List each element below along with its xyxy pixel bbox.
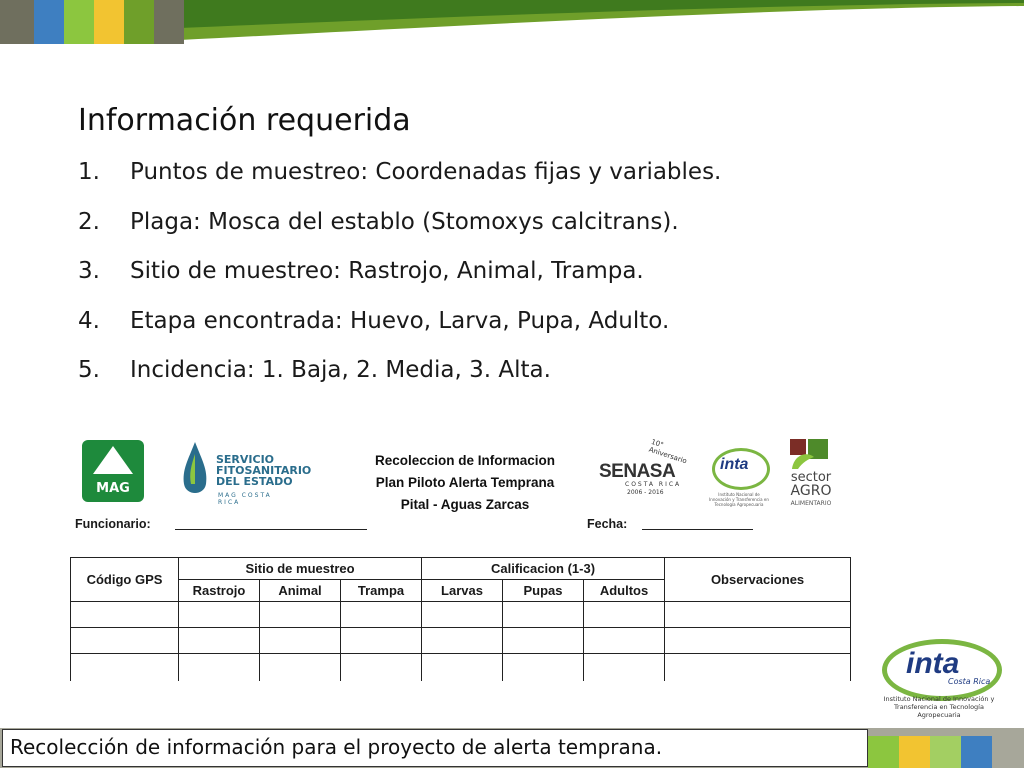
col-trampa: Trampa xyxy=(341,580,422,602)
mag-mountain-icon xyxy=(93,446,133,474)
table-cell xyxy=(503,628,584,654)
leaf-icon xyxy=(784,437,834,471)
table-cell xyxy=(260,628,341,654)
group-calificacion: Calificacion (1-3) xyxy=(422,558,665,580)
form-title: Recoleccion de Informacion Plan Piloto Alerta Temprana Pital - Aguas Zarcas xyxy=(374,453,556,512)
table-row xyxy=(71,628,851,654)
inta-logo-small: inta Instituto Nacional de Innovación y Transferencia en Tecnología Agropecuaria xyxy=(708,438,770,508)
table-cell xyxy=(584,654,665,682)
table-cell xyxy=(422,654,503,682)
table-cell xyxy=(71,628,179,654)
list-item: 1. Puntos de muestreo: Coordenadas fijas y variables. xyxy=(78,159,722,185)
mag-logo: MAG xyxy=(82,440,144,502)
footer-caption: Recolección de información para el proyecto de alerta temprana. xyxy=(10,735,663,759)
col-rastrojo: Rastrojo xyxy=(179,580,260,602)
sector-agro-logo: sector AGRO ALIMENTARIO xyxy=(782,437,840,511)
list-item: 4. Etapa encontrada: Huevo, Larva, Pupa, Adulto. xyxy=(78,307,670,334)
list-item: 2. Plaga: Mosca del establo (Stomoxys calcitrans). xyxy=(78,208,679,235)
table-cell xyxy=(260,654,341,682)
plant-drop-icon xyxy=(180,440,210,500)
funcionario-blank-line xyxy=(175,529,367,530)
slide-title: Información requerida xyxy=(78,103,411,138)
table-cell xyxy=(584,628,665,654)
table-cell xyxy=(341,602,422,628)
table-row xyxy=(71,654,851,682)
table-cell xyxy=(503,602,584,628)
list-item: 3. Sitio de muestreo: Rastrojo, Animal, Trampa. xyxy=(78,258,644,284)
fecha-blank-line xyxy=(642,529,753,530)
table-cell xyxy=(665,628,851,654)
sampling-form-table xyxy=(70,557,851,681)
table-cell xyxy=(422,628,503,654)
table-cell xyxy=(179,654,260,682)
inta-logo-large: inta Costa Rica Instituto Nacional de Innovación y Transferencia en Tecnología Agropecuaria xyxy=(876,625,1002,717)
table-cell xyxy=(179,628,260,654)
top-decorative-banner xyxy=(0,0,1024,52)
table-cell xyxy=(422,602,503,628)
senasa-logo: 10° Aniversario SENASA COSTA RICA 2006 - 2016 xyxy=(599,437,688,496)
funcionario-label: Funcionario: xyxy=(75,517,151,531)
sfe-logo: SERVICIO FITOSANITARIO DEL ESTADO MAG COSTA RICA xyxy=(180,440,295,502)
table-cell xyxy=(503,654,584,682)
footer-color-stripes xyxy=(868,736,992,768)
col-pupas: Pupas xyxy=(503,580,584,602)
fecha-label: Fecha: xyxy=(587,517,628,531)
requirements-list xyxy=(78,157,721,405)
table-cell xyxy=(71,602,179,628)
table-cell xyxy=(260,602,341,628)
table-cell xyxy=(665,654,851,682)
table-cell xyxy=(341,654,422,682)
col-codigo-gps: Código GPS xyxy=(71,558,179,602)
list-item: 5. Incidencia: 1. Baja, 2. Media, 3. Alta. xyxy=(78,357,551,383)
group-sitio-muestreo: Sitio de muestreo xyxy=(179,558,422,580)
col-observaciones: Observaciones xyxy=(665,558,851,602)
table-row xyxy=(71,602,851,628)
col-adultos: Adultos xyxy=(584,580,665,602)
table-cell xyxy=(341,628,422,654)
table-cell xyxy=(665,602,851,628)
col-animal: Animal xyxy=(260,580,341,602)
col-larvas: Larvas xyxy=(422,580,503,602)
table-cell xyxy=(71,654,179,682)
table-cell xyxy=(179,602,260,628)
table-cell xyxy=(584,602,665,628)
